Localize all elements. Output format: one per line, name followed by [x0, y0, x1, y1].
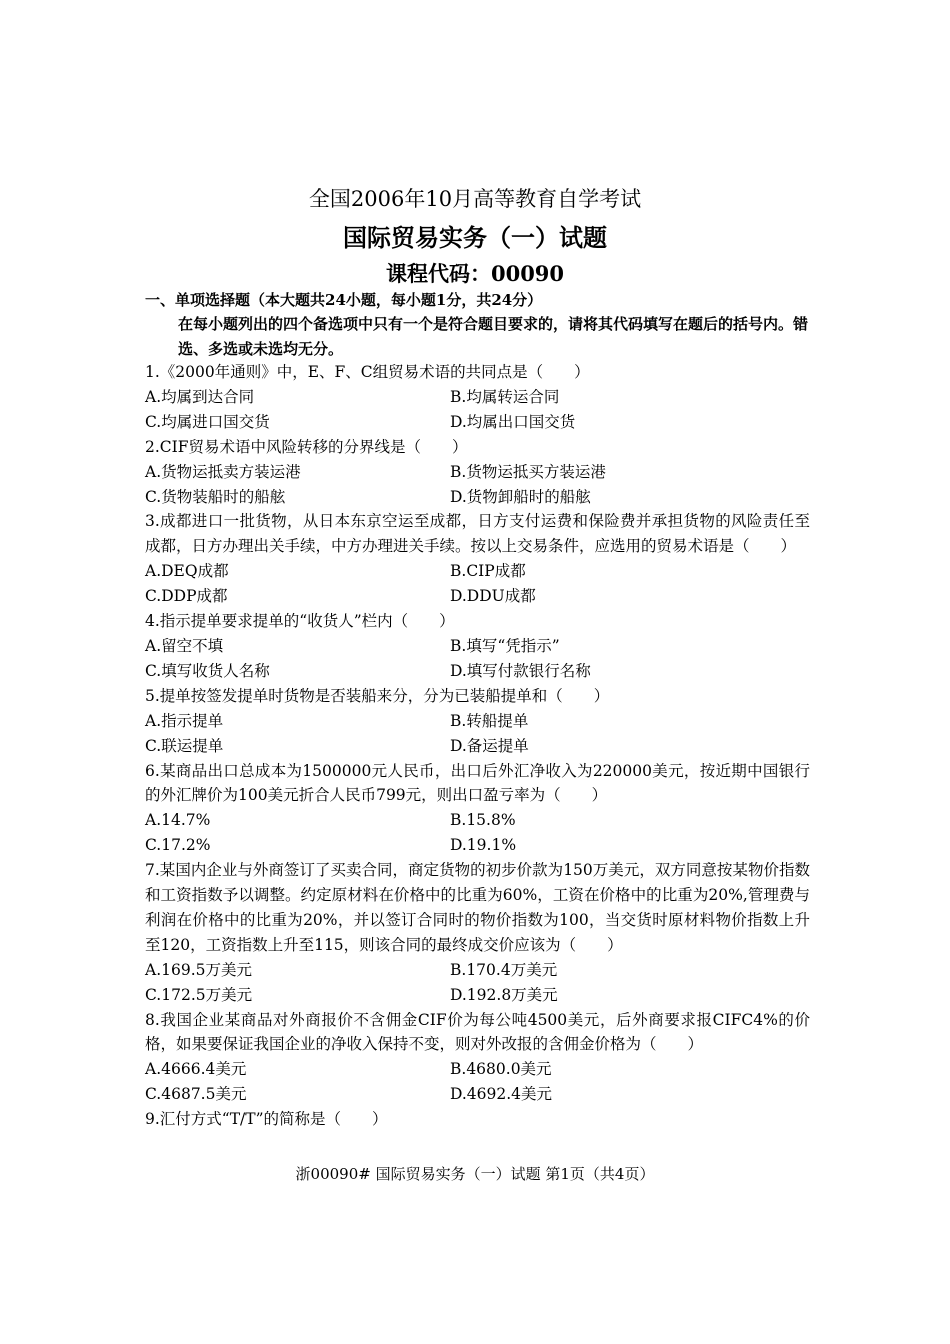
- option-c: C.均属进口国交货: [145, 412, 270, 431]
- question-5: 5.提单按签发提单时货物是否装船来分，分为已装船提单和（ ）: [145, 686, 610, 705]
- question-5-options: [145, 709, 810, 734]
- question-3-options: [145, 584, 810, 609]
- question-2-options: [145, 460, 810, 485]
- option-b: B.填写“凭指示”: [450, 636, 560, 655]
- option-c: C.172.5万美元: [145, 985, 253, 1004]
- option-d: D.4692.4美元: [450, 1085, 553, 1104]
- page-footer: 浙00090# 国际贸易实务（一）试题 第1页（共4页）: [295, 1165, 655, 1183]
- option-c: C.填写收货人名称: [145, 661, 270, 680]
- option-a: A.DEQ成都: [145, 562, 229, 581]
- question-6-options: [145, 808, 810, 833]
- question-1: 1.《2000年通则》中，E、F、C组贸易术语的共同点是（ ）: [145, 363, 590, 381]
- option-d: D.19.1%: [450, 836, 517, 855]
- option-c: C.17.2%: [145, 836, 211, 855]
- question-5-options: [145, 734, 810, 759]
- section-instruction: 在每小题列出的四个备选项中只有一个是符合题目要求的，请将其代码填写在题后的括号内。错选、多选或未选均无分。: [178, 315, 809, 358]
- option-b: B.CIP成都: [450, 562, 526, 581]
- question-2-options: [145, 485, 810, 510]
- question-1-options: [145, 385, 810, 410]
- exam-title: 全国2006年10月高等教育自学考试: [308, 187, 642, 211]
- option-d: D.货物卸船时的船舷: [450, 487, 591, 506]
- question-8: 8.我国企业某商品对外商报价不含佣金CIF价为每公吨4500美元，后外商要求报CIFC4%的价格，如果要保证我国企业的净收入保持不变，则对外改报的含佣金价格为（ ）: [145, 1010, 810, 1054]
- option-b: B.均属转运合同: [450, 387, 560, 406]
- course-code: 课程代码：00090: [385, 261, 565, 286]
- question-4: 4.指示提单要求提单的“收货人”栏内（ ）: [145, 612, 455, 631]
- question-7-options: [145, 983, 810, 1008]
- option-b: B.转船提单: [450, 711, 529, 730]
- option-d: D.填写付款银行名称: [450, 661, 591, 680]
- question-3: 3.成都进口一批货物，从日本东京空运至成都，日方支付运费和保险费并承担货物的风险责任至成都，日方办理出关手续，中方办理进关手续。按以上交易条件，应选用的贸易术语是（ ）: [145, 512, 810, 556]
- option-b: B.15.8%: [450, 811, 516, 830]
- option-c: C.4687.5美元: [145, 1085, 247, 1104]
- question-2: 2.CIF贸易术语中风险转移的分界线是（ ）: [145, 437, 468, 456]
- option-a: A.货物运抵卖方装运港: [145, 462, 301, 481]
- option-c: C.联运提单: [145, 736, 224, 755]
- question-7: 7.某国内企业与外商签订了买卖合同，商定货物的初步价款为150万美元，双方同意按某物价指数和工资指数予以调整。约定原材料在价格中的比重为60%，工资在价格中的比重为20%,管理费与利润在价格中的比重为20%，并以签订合同时的物价指数为100，当交货时原材料物价指数上升至120，工资指数上升至115，则该合同的最终成交价应该为（ ）: [145, 861, 810, 954]
- option-a: A.4666.4美元: [145, 1060, 247, 1079]
- option-d: D.DDU成都: [450, 587, 536, 606]
- section-title: 一、单项选择题（本大题共24小题，每小题1分，共24分）: [145, 291, 543, 309]
- option-b: B.170.4万美元: [450, 960, 558, 979]
- paper-title: 国际贸易实务（一）试题: [343, 223, 607, 252]
- option-b: B.货物运抵买方装运港: [450, 462, 606, 481]
- question-list: [145, 360, 810, 1132]
- option-a: A.指示提单: [145, 711, 224, 730]
- question-9: 9.汇付方式“T/T”的简称是（ ）: [145, 1110, 388, 1129]
- question-4-options: [145, 659, 810, 684]
- option-d: D.均属出口国交货: [450, 412, 576, 431]
- option-b: B.4680.0美元: [450, 1060, 552, 1079]
- question-6-options: [145, 833, 810, 858]
- question-1-options: [145, 410, 810, 435]
- option-c: C.DDP成都: [145, 587, 228, 606]
- question-6: 6.某商品出口总成本为1500000元人民币，出口后外汇净收入为220000美元，按近期中国银行的外汇牌价为100美元折合人民币799元，则出口盈亏率为（ ）: [145, 761, 810, 805]
- option-c: C.货物装船时的船舷: [145, 487, 286, 506]
- question-3-options: [145, 559, 810, 584]
- option-a: A.169.5万美元: [145, 960, 252, 979]
- option-d: D.192.8万美元: [450, 985, 558, 1004]
- option-a: A.14.7%: [145, 811, 211, 830]
- question-7-options: [145, 958, 810, 983]
- question-8-options: [145, 1082, 810, 1107]
- option-a: A.留空不填: [145, 636, 224, 655]
- question-4-options: [145, 634, 810, 659]
- option-a: A.均属到达合同: [145, 387, 255, 406]
- option-d: D.备运提单: [450, 736, 529, 755]
- question-8-options: [145, 1057, 810, 1082]
